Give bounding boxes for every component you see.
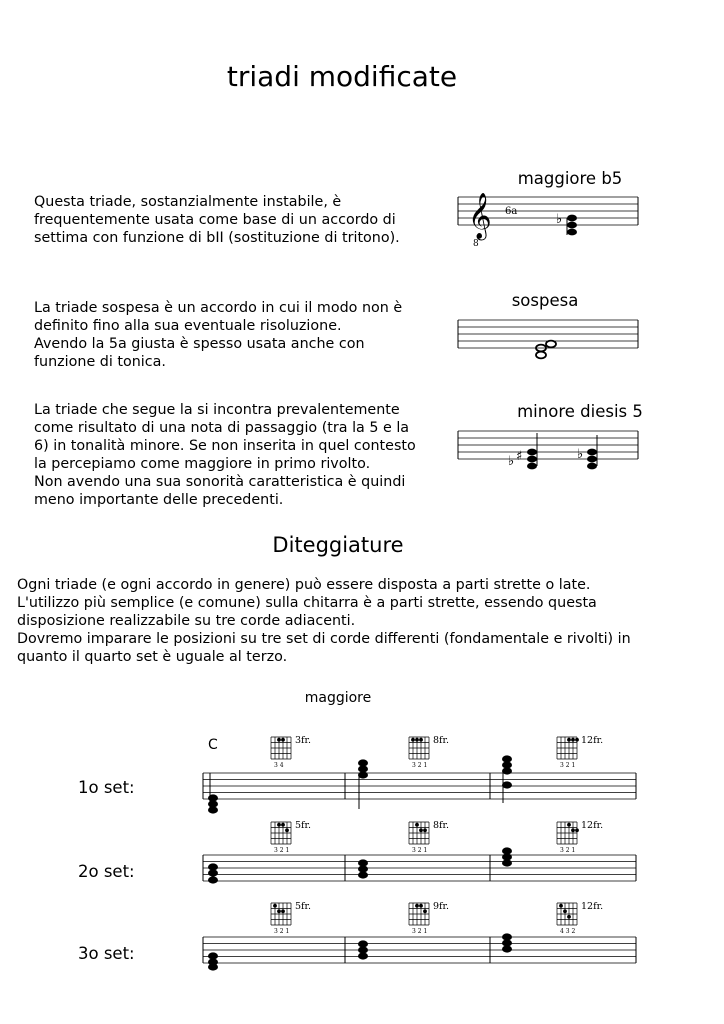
fret-number: 5fr. (295, 901, 312, 912)
finger-dot (281, 909, 285, 913)
finger-dot (567, 823, 571, 827)
text-line: Non avendo una sua sonorità caratteristica è quindi (34, 474, 406, 490)
finger-dot (285, 828, 289, 832)
staff-sospesa (455, 315, 645, 365)
notehead (208, 869, 218, 876)
chord-diagram (271, 901, 311, 935)
finger-dot (273, 904, 277, 908)
fingering-numbers: 3 2 1 (412, 762, 428, 769)
whole-note (546, 341, 556, 348)
subtitle-maggiore: maggiore (304, 690, 372, 706)
finger-dot (415, 904, 419, 908)
finger-dot (567, 738, 571, 742)
flat-icon: ♭ (556, 212, 563, 227)
fingering-numbers: 4 3 2 (560, 928, 576, 935)
notehead (358, 871, 368, 878)
intro-paragraph (17, 576, 657, 666)
text-line: Avendo la 5a giusta è spesso usata anche con (34, 336, 365, 352)
sharp-icon: ♯ (516, 449, 523, 464)
finger-dot (277, 909, 281, 913)
finger-dot (419, 738, 423, 742)
page-title: triadi modificate (226, 60, 458, 93)
notehead (567, 229, 577, 236)
paragraph-sospesa (34, 299, 426, 371)
notehead (502, 859, 512, 866)
fret-number: 3fr. (295, 735, 312, 746)
chord-diagram (557, 735, 603, 769)
chord-diagram (557, 820, 603, 854)
notehead (502, 945, 512, 952)
text-line: come risultato di una nota di passaggio (tra la 5 e la (34, 420, 410, 436)
notehead (502, 781, 512, 788)
text-line: funzione di tonica. (34, 354, 166, 370)
finger-dot (563, 909, 567, 913)
finger-dot (281, 823, 285, 827)
paragraph-maggiore-b5 (34, 193, 418, 247)
chord-diagram (557, 901, 603, 935)
chord-label-sospesa: sospesa (511, 291, 579, 310)
chord-diagram (271, 735, 311, 769)
chord-symbol: C (208, 737, 218, 753)
finger-dot (575, 828, 579, 832)
finger-dot (277, 738, 281, 742)
chord-diagram (271, 820, 311, 854)
fret-number: 5fr. (295, 820, 312, 831)
chord-label-minore-diesis-5: minore diesis 5 (517, 402, 643, 421)
finger-dot (423, 909, 427, 913)
text-line: settima con funzione di bII (sostituzione di tritono). (34, 230, 400, 246)
text-line: La triade sospesa è un accordo in cui il modo non è (34, 300, 403, 316)
finger-dot (411, 738, 415, 742)
finger-dot (571, 738, 575, 742)
text-line: 6) in tonalità minore. Se non inserita in quel contesto (34, 438, 416, 454)
ottava-mark: 8 (473, 239, 479, 249)
fret-number: 12fr. (581, 901, 604, 912)
notehead (358, 771, 368, 778)
text-line: frequentemente usata come base di un accordo di (34, 212, 396, 228)
fret-number: 9fr. (433, 901, 450, 912)
fingering-numbers: 3 2 1 (412, 928, 428, 935)
flat-icon: ♭ (577, 447, 584, 462)
finger-dot (423, 828, 427, 832)
fingering-numbers: 3 2 1 (560, 847, 576, 854)
finger-dot (419, 828, 423, 832)
set-label-1: 1o set: (78, 778, 135, 797)
fingering-numbers: 3 4 (274, 762, 284, 769)
text-line: Ogni triade (e ogni accordo in genere) può essere disposta a parti strette o late. (17, 577, 591, 593)
notehead (502, 767, 512, 774)
chord-label-maggiore-b5: maggiore b5 (517, 169, 623, 188)
finger-dot (575, 738, 579, 742)
set-label-3: 3o set: (78, 944, 135, 963)
set-label-2: 2o set: (78, 862, 135, 881)
section-title-diteggiature: Diteggiature (272, 533, 404, 557)
text-line: Dovremo imparare le posizioni su tre set di corde differenti (fondamentale e rivolti) in (17, 631, 631, 647)
notehead (358, 952, 368, 959)
text-line: quanto il quarto set è uguale al terzo. (17, 649, 288, 665)
chord-diagram (409, 901, 449, 935)
text-line: la percepiamo come maggiore in primo rivolto. (34, 456, 371, 472)
paragraph-minore-diesis-5 (34, 401, 430, 509)
whole-note (536, 352, 546, 359)
fret-number: 8fr. (433, 820, 450, 831)
finger-dot (419, 904, 423, 908)
treble-clef-icon: 𝄞 (468, 193, 492, 239)
fingering-numbers: 3 2 1 (412, 847, 428, 854)
fret-number: 12fr. (581, 820, 604, 831)
finger-dot (281, 738, 285, 742)
finger-dot (415, 738, 419, 742)
notehead (208, 806, 218, 813)
fingering-numbers: 3 2 1 (560, 762, 576, 769)
finger-dot (571, 828, 575, 832)
finger-dot (567, 915, 571, 919)
text-line: La triade che segue la si incontra prevalentemente (34, 402, 400, 418)
finger-dot (559, 904, 563, 908)
chord-diagram (409, 820, 449, 854)
text-line: definito fino alla sua eventuale risoluzione. (34, 318, 342, 334)
fret-number: 8fr. (433, 735, 450, 746)
finger-dot (277, 823, 281, 827)
fingering-numbers: 3 2 1 (274, 928, 290, 935)
notehead (208, 963, 218, 970)
fingering-numbers: 3 2 1 (274, 847, 290, 854)
interval-mark: 6a (505, 206, 518, 217)
text-line: meno importante delle precedenti. (34, 492, 284, 508)
diteggiature-score (200, 730, 645, 980)
staff-set-3 (203, 933, 636, 970)
fret-number: 12fr. (581, 735, 604, 746)
staff-minore-diesis-5 (455, 425, 645, 480)
text-line: L'utilizzo più semplice (e comune) sulla chitarra è a parti strette, essendo questa (17, 595, 597, 611)
text-line: Questa triade, sostanzialmente instabile, è (34, 194, 342, 210)
notehead (567, 215, 577, 222)
notehead (208, 876, 218, 883)
notehead (567, 222, 577, 229)
chord-diagram (409, 735, 449, 769)
text-line: disposizione realizzabile su tre corde adiacenti. (17, 613, 356, 629)
flat-icon: ♭ (508, 454, 515, 469)
staff-maggiore-b5 (455, 185, 645, 250)
finger-dot (415, 823, 419, 827)
